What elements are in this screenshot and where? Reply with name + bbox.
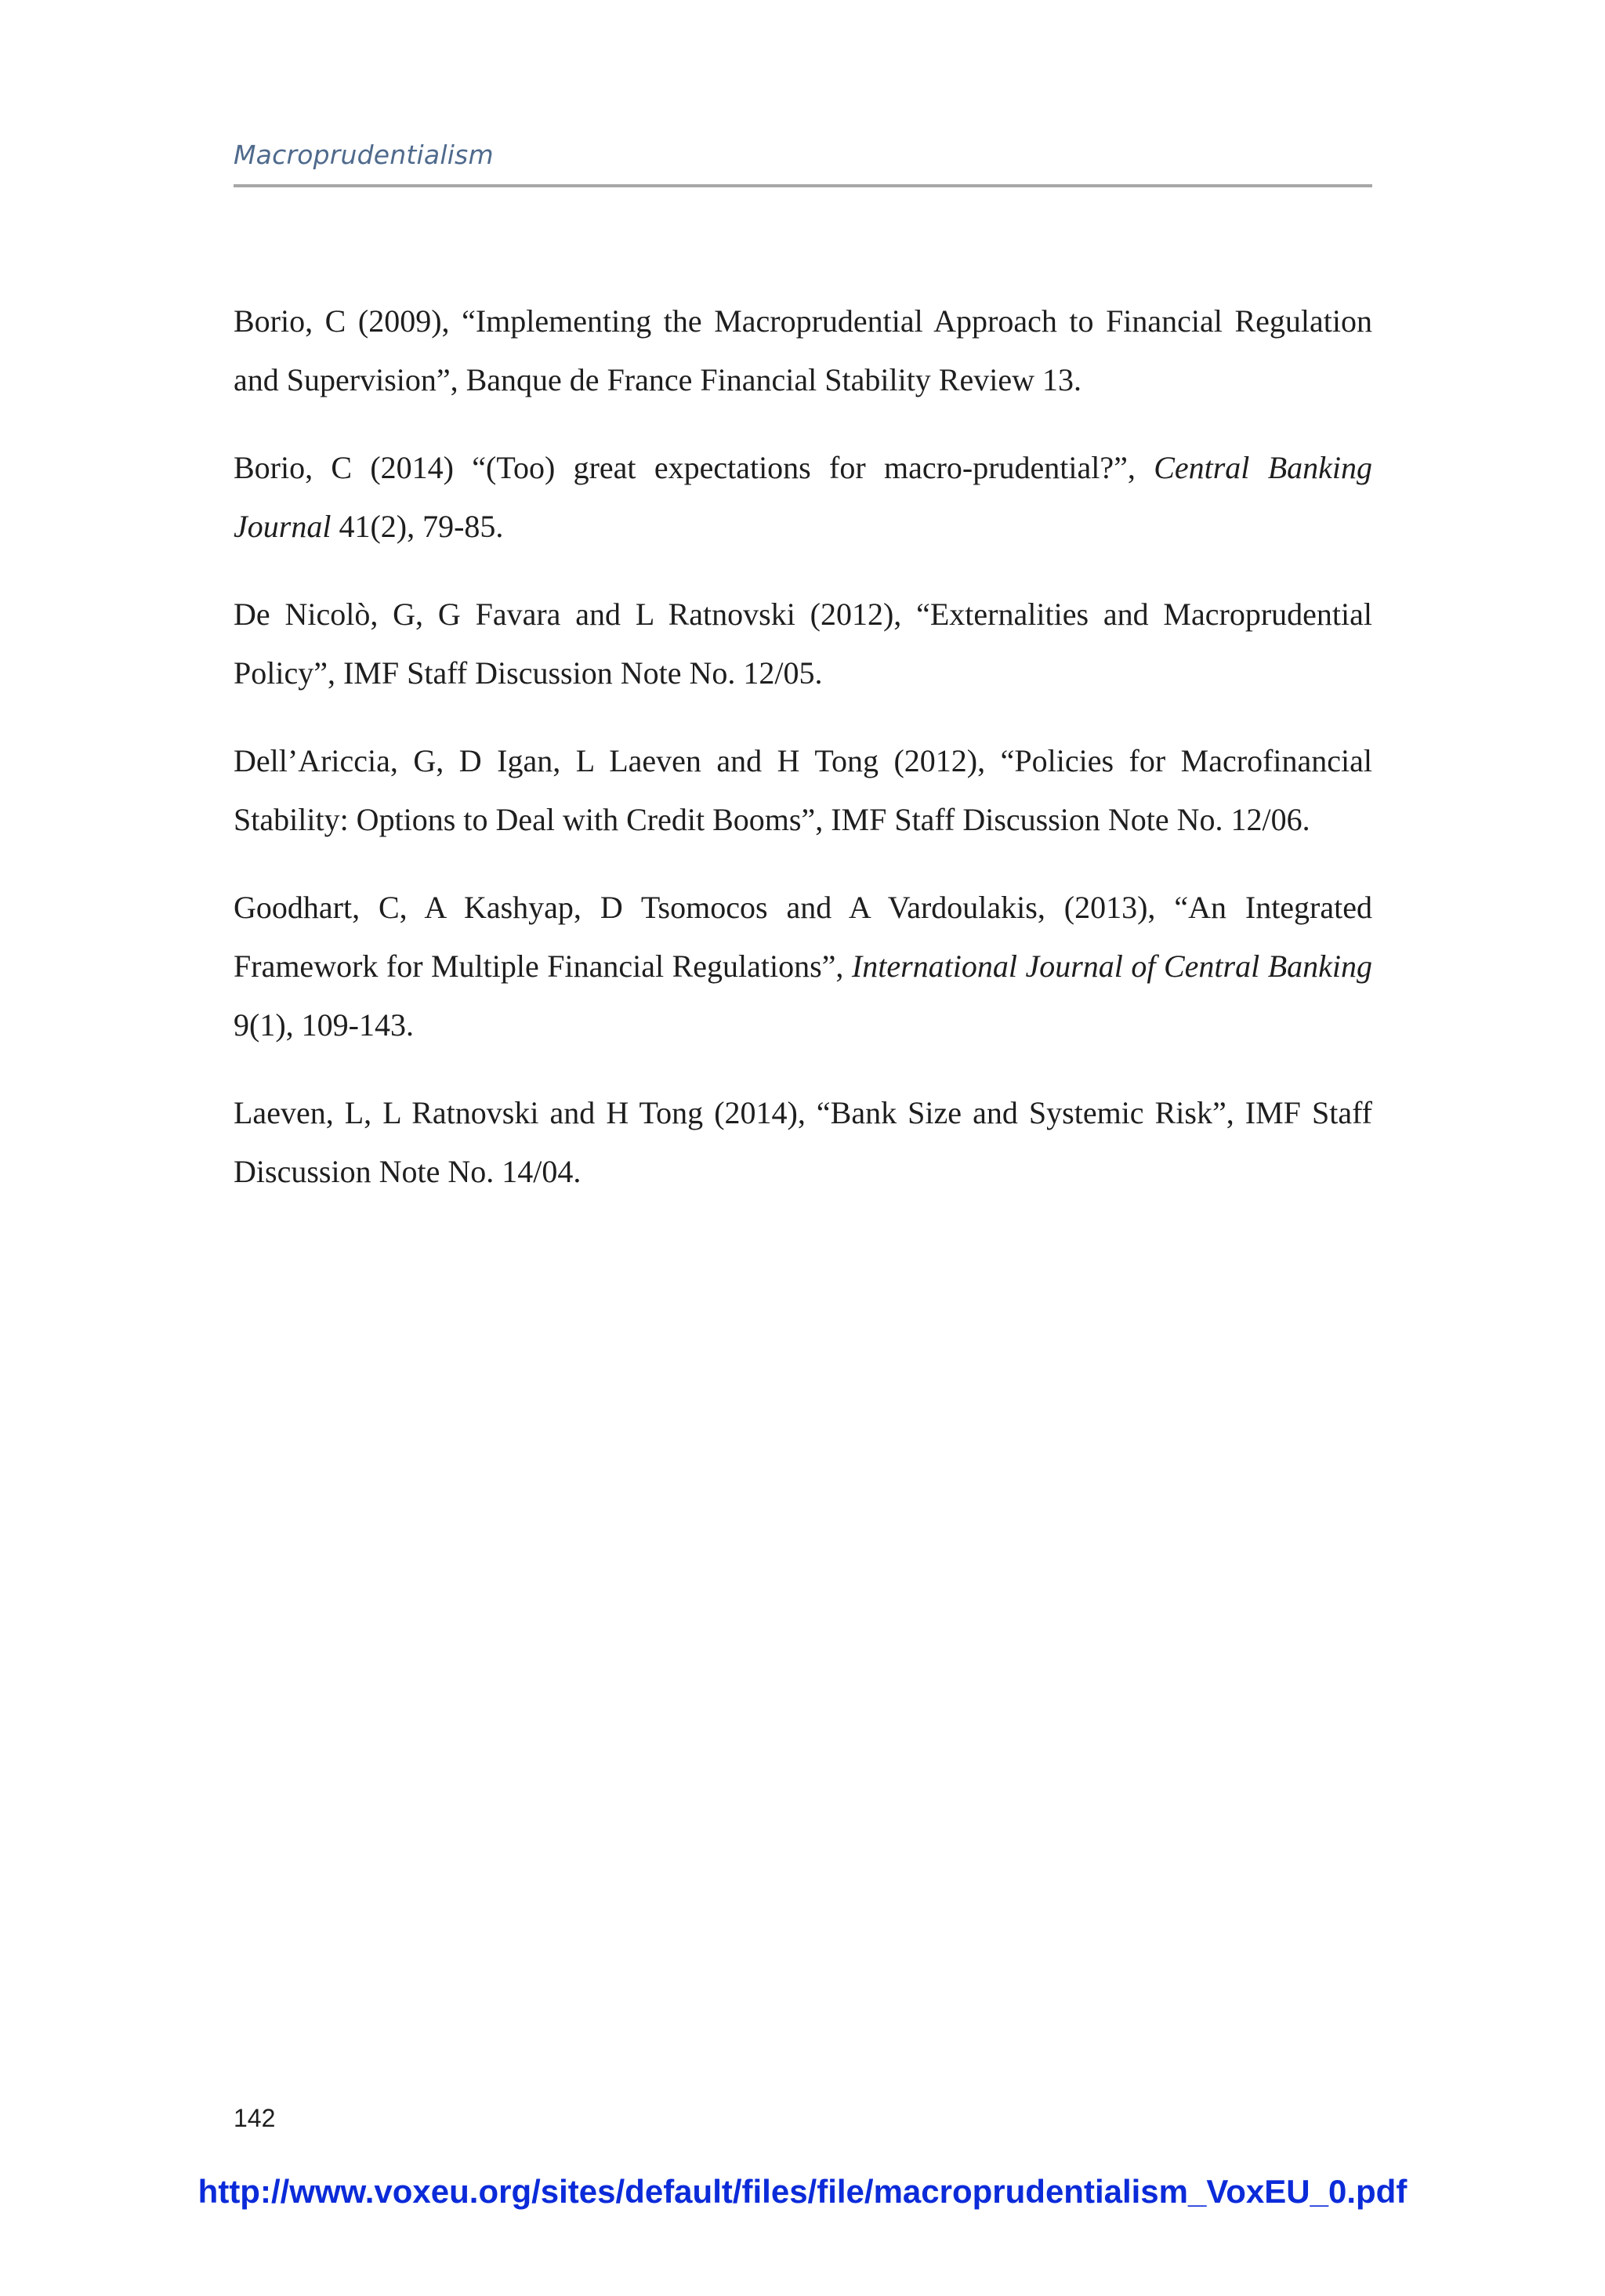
page-number: 142 — [234, 2104, 276, 2132]
reference-text: Borio, C (2009), “Implementing the Macroprudential Approach to Financial Regulation and Supervision”, Banque de France Financial Stability Review 13. — [234, 303, 1372, 397]
journal-title: International Journal of Central Banking — [851, 949, 1372, 984]
running-header: Macroprudentialism — [234, 140, 494, 170]
reference-list — [234, 292, 1372, 1230]
source-url-link[interactable]: http://www.voxeu.org/sites/default/files/file/macroprudentialism_VoxEU_0.pdf — [197, 2173, 1408, 2210]
reference-text: De Nicolò, G, G Favara and L Ratnovski (2012), “Externalities and Macroprudential Policy”, IMF Staff Discussion Note No. 12/05. — [234, 597, 1372, 691]
reference-item — [234, 585, 1372, 702]
reference-item — [234, 878, 1372, 1054]
reference-item — [234, 438, 1372, 556]
reference-text: Dell’Ariccia, G, D Igan, L Laeven and H Tong (2012), “Policies for Macrofinancial Stability: Options to Deal with Credit Booms”, IMF Staff Discussion Note No. 12/06. — [234, 743, 1372, 837]
journal-title: Central Banking Journal — [234, 450, 1372, 544]
reference-text: Borio, C (2014) “(Too) great expectations for macro-prudential?”, — [234, 450, 1154, 485]
reference-item — [234, 731, 1372, 849]
reference-item — [234, 1083, 1372, 1201]
reference-details: 9(1), 109-143. — [234, 1007, 414, 1043]
reference-details: 41(2), 79-85. — [331, 509, 504, 544]
reference-text: Laeven, L, L Ratnovski and H Tong (2014), “Bank Size and Systemic Risk”, IMF Staff Discussion Note No. 14/04. — [234, 1095, 1372, 1189]
header-rule — [234, 184, 1372, 187]
reference-text: Goodhart, C, A Kashyap, D Tsomocos and A Vardoulakis, (2013), “An Integrated Framework for Multiple Financial Regulations”, — [234, 890, 1372, 984]
reference-item — [234, 292, 1372, 409]
